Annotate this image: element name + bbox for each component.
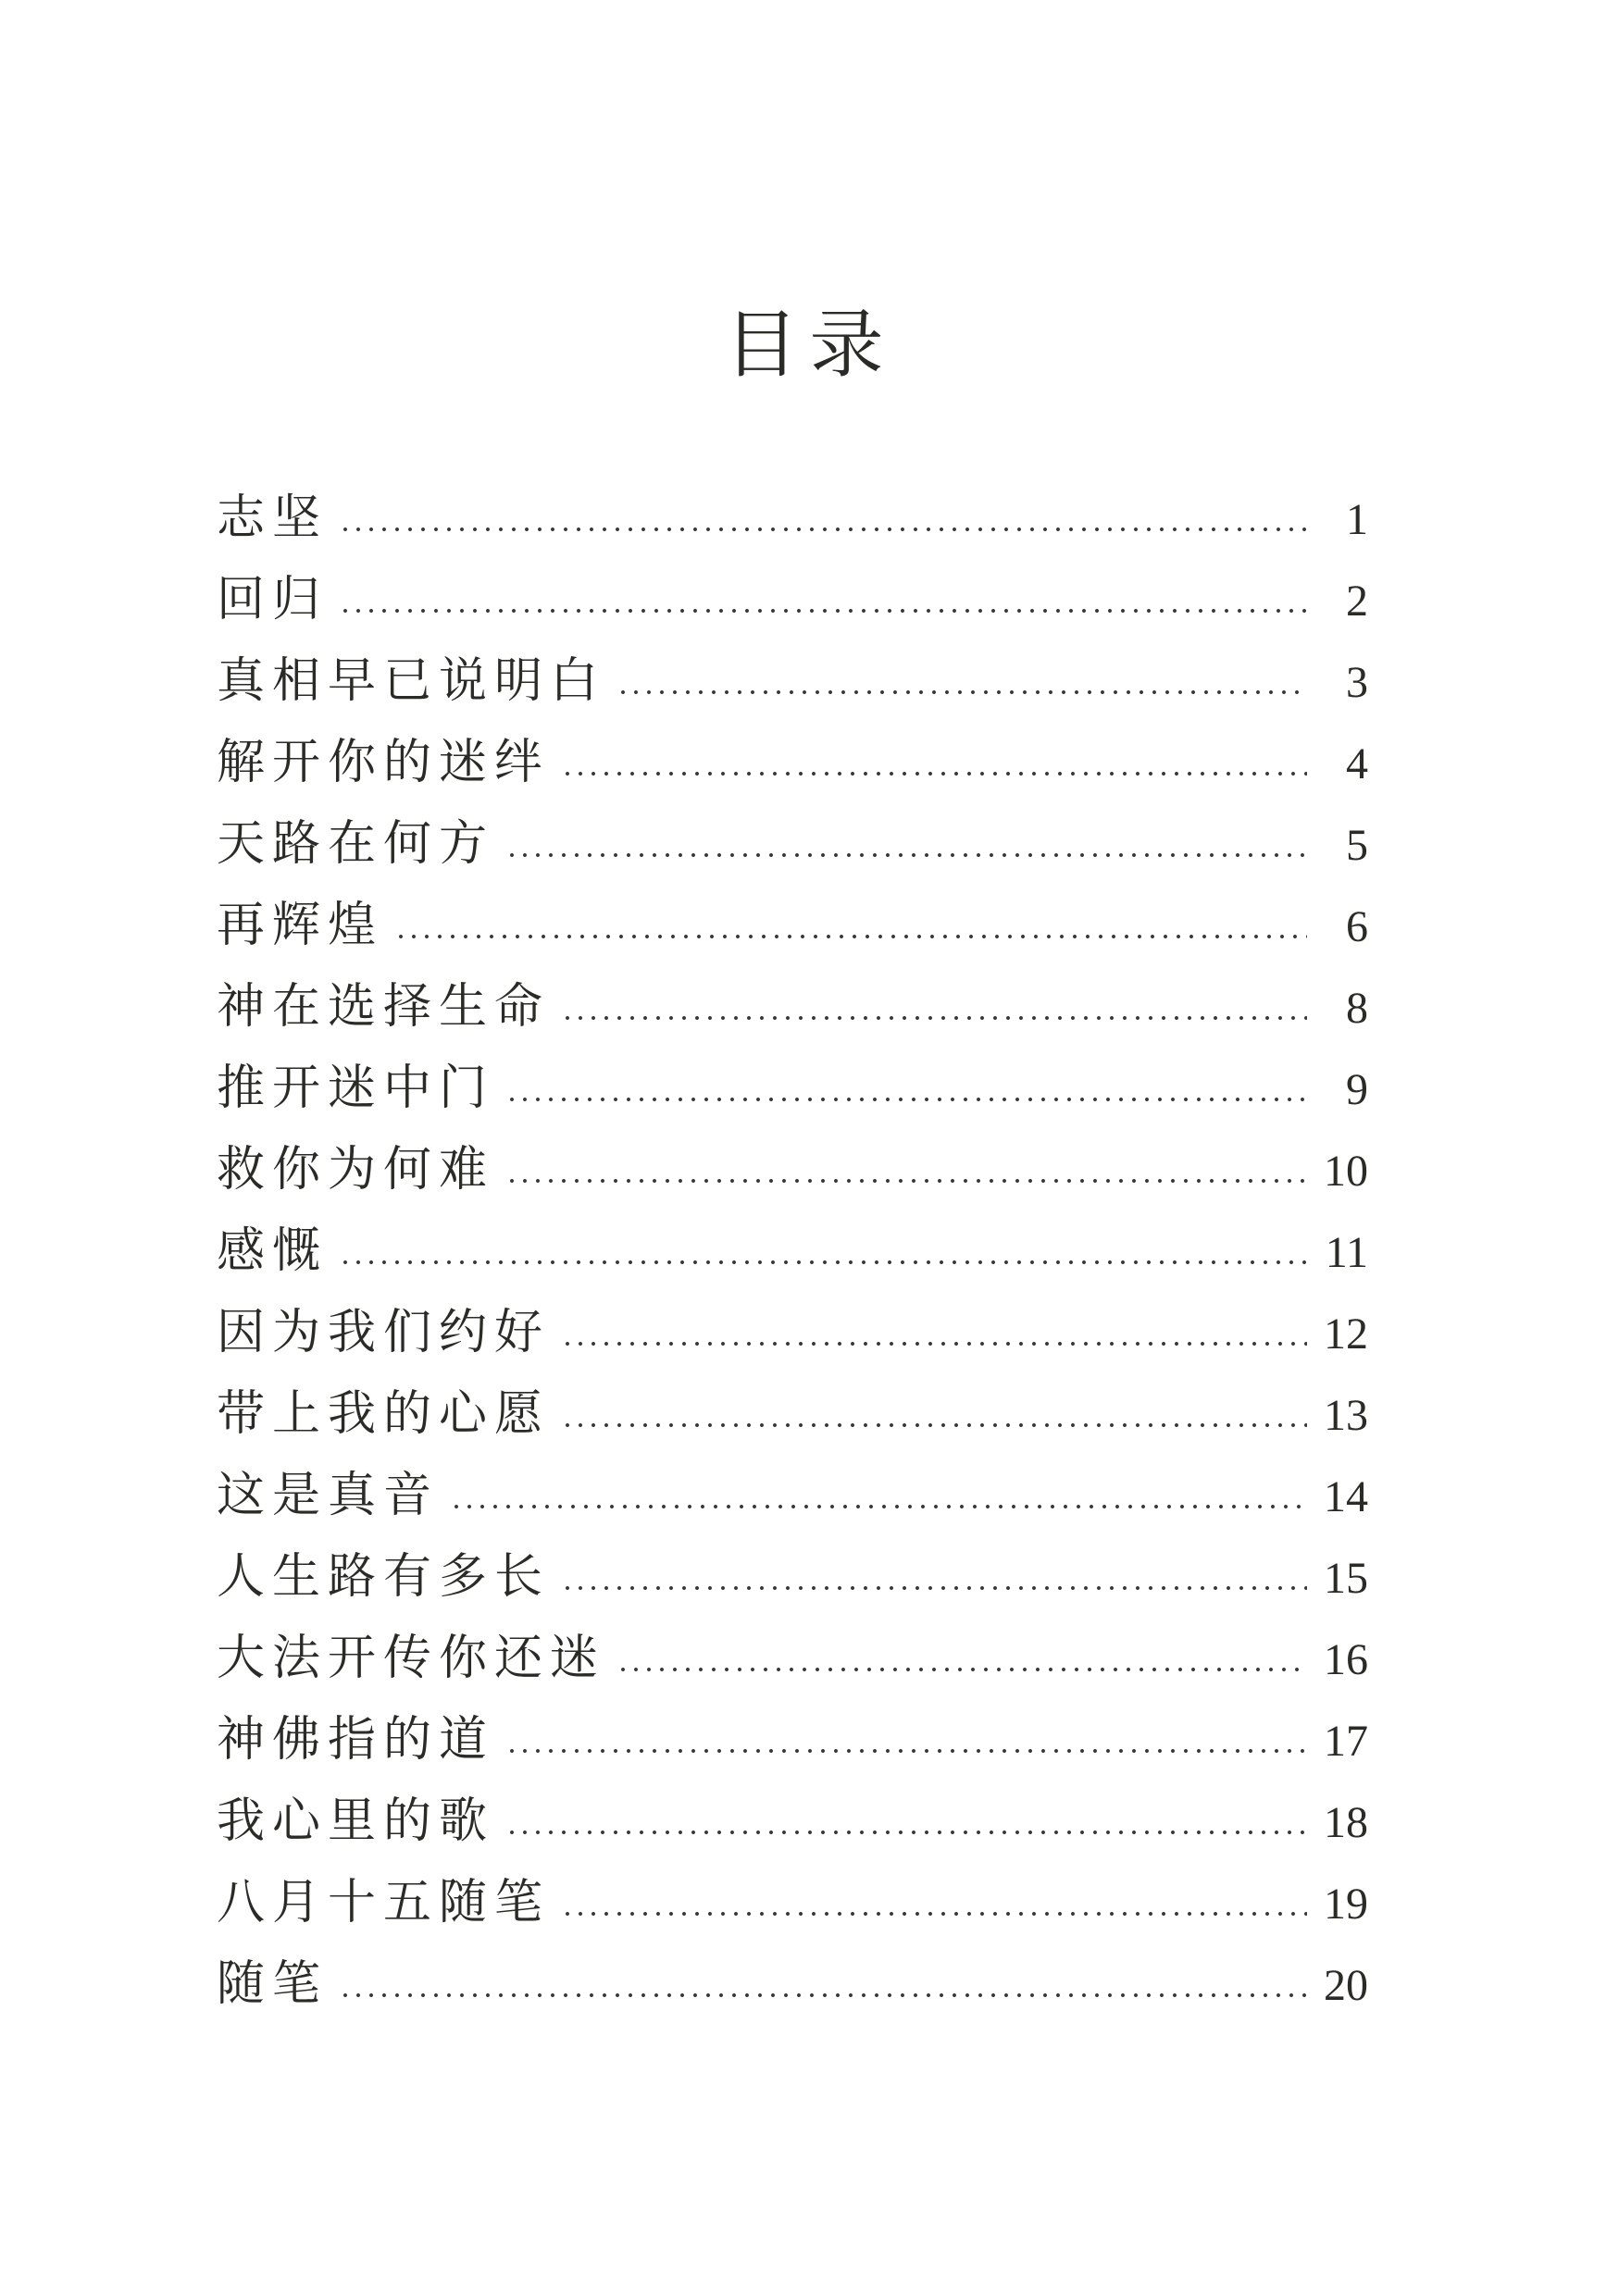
toc-entry-page-number: 15 xyxy=(1324,1554,1368,1603)
dot-leader xyxy=(561,772,1307,776)
dot-leader xyxy=(561,1423,1307,1427)
dot-leader xyxy=(616,1668,1307,1671)
toc-entry-page-number: 20 xyxy=(1324,1961,1368,2010)
toc-entry[interactable] xyxy=(217,1943,1368,2025)
toc-entry-title: 带上我的心愿 xyxy=(217,1386,551,1442)
toc-entry-page-number: 1 xyxy=(1346,495,1368,544)
toc-entry-title: 因为我们约好 xyxy=(217,1305,551,1360)
toc-entry[interactable] xyxy=(217,803,1368,885)
toc-entry-page-number: 9 xyxy=(1346,1065,1368,1114)
toc-entry-page-number: 14 xyxy=(1324,1472,1368,1521)
dot-leader xyxy=(339,527,1307,531)
dot-leader xyxy=(616,690,1307,694)
toc-entry-page-number: 8 xyxy=(1346,984,1368,1033)
toc-entry[interactable] xyxy=(217,1536,1368,1618)
toc-entry[interactable] xyxy=(217,559,1368,640)
toc-entry-page-number: 11 xyxy=(1325,1228,1368,1277)
toc-entry-title: 人生路有多长 xyxy=(217,1549,551,1605)
dot-leader xyxy=(561,1912,1307,1916)
dot-leader xyxy=(505,1749,1307,1753)
toc-entry-title: 再辉煌 xyxy=(217,898,384,953)
dot-leader xyxy=(561,1016,1307,1020)
toc-entry-page-number: 3 xyxy=(1346,658,1368,707)
toc-entry[interactable] xyxy=(217,722,1368,803)
toc-entry-page-number: 16 xyxy=(1324,1635,1368,1684)
toc-entry[interactable] xyxy=(217,1292,1368,1373)
dot-leader xyxy=(450,1505,1307,1508)
toc-entry-page-number: 13 xyxy=(1324,1391,1368,1440)
toc-entry-title: 救你为何难 xyxy=(217,1142,495,1198)
toc-entry[interactable] xyxy=(217,885,1368,966)
dot-leader xyxy=(561,1586,1307,1590)
toc-entry-title: 志坚 xyxy=(217,490,329,546)
toc-entry[interactable] xyxy=(217,1048,1368,1129)
dot-leader xyxy=(339,609,1307,613)
dot-leader xyxy=(339,1993,1307,1997)
toc-entry-page-number: 6 xyxy=(1346,902,1368,951)
toc-entry-page-number: 19 xyxy=(1324,1880,1368,1929)
toc-entry-title: 真相早已说明白 xyxy=(217,653,606,709)
toc-entry-page-number: 17 xyxy=(1324,1717,1368,1766)
toc-entry[interactable] xyxy=(217,640,1368,722)
toc-entry-title: 大法开传你还迷 xyxy=(217,1631,606,1686)
toc-entry-title: 回归 xyxy=(217,572,329,627)
toc-entry-title: 天路在何方 xyxy=(217,816,495,872)
toc-entry-title: 这是真音 xyxy=(217,1468,440,1523)
toc-entry[interactable] xyxy=(217,478,1368,559)
toc-entry-title: 神在选择生命 xyxy=(217,979,551,1035)
dot-leader xyxy=(505,1179,1307,1183)
dot-leader xyxy=(505,1098,1307,1101)
toc-entry[interactable] xyxy=(217,1781,1368,1862)
toc-entry-title: 解开你的迷绊 xyxy=(217,735,551,790)
toc-entry-page-number: 18 xyxy=(1324,1798,1368,1847)
toc-entry[interactable] xyxy=(217,1699,1368,1781)
toc-entry-page-number: 5 xyxy=(1346,821,1368,870)
toc-entry[interactable] xyxy=(217,966,1368,1048)
toc-entry[interactable] xyxy=(217,1210,1368,1292)
toc-entry-title: 感慨 xyxy=(217,1223,329,1279)
dot-leader xyxy=(505,853,1307,857)
dot-leader xyxy=(339,1260,1307,1264)
page-title: 目录 xyxy=(724,302,895,388)
toc-entry-page-number: 2 xyxy=(1346,577,1368,626)
toc-entry-title: 随笔 xyxy=(217,1956,329,2012)
toc-entry[interactable] xyxy=(217,1862,1368,1943)
toc-entry[interactable] xyxy=(217,1618,1368,1699)
toc-entry-title: 八月十五随笔 xyxy=(217,1875,551,1930)
toc-entry[interactable] xyxy=(217,1373,1368,1455)
toc-entry[interactable] xyxy=(217,1455,1368,1536)
toc-entry-title: 我心里的歌 xyxy=(217,1793,495,1849)
toc-entry-title: 推开迷中门 xyxy=(217,1061,495,1116)
dot-leader xyxy=(561,1342,1307,1346)
table-of-contents xyxy=(217,478,1368,2025)
toc-entry-title: 神佛指的道 xyxy=(217,1712,495,1768)
toc-entry-page-number: 4 xyxy=(1346,739,1368,788)
dot-leader xyxy=(505,1831,1307,1834)
toc-entry[interactable] xyxy=(217,1129,1368,1210)
toc-entry-page-number: 12 xyxy=(1324,1309,1368,1359)
dot-leader xyxy=(394,935,1307,938)
toc-entry-page-number: 10 xyxy=(1324,1147,1368,1196)
